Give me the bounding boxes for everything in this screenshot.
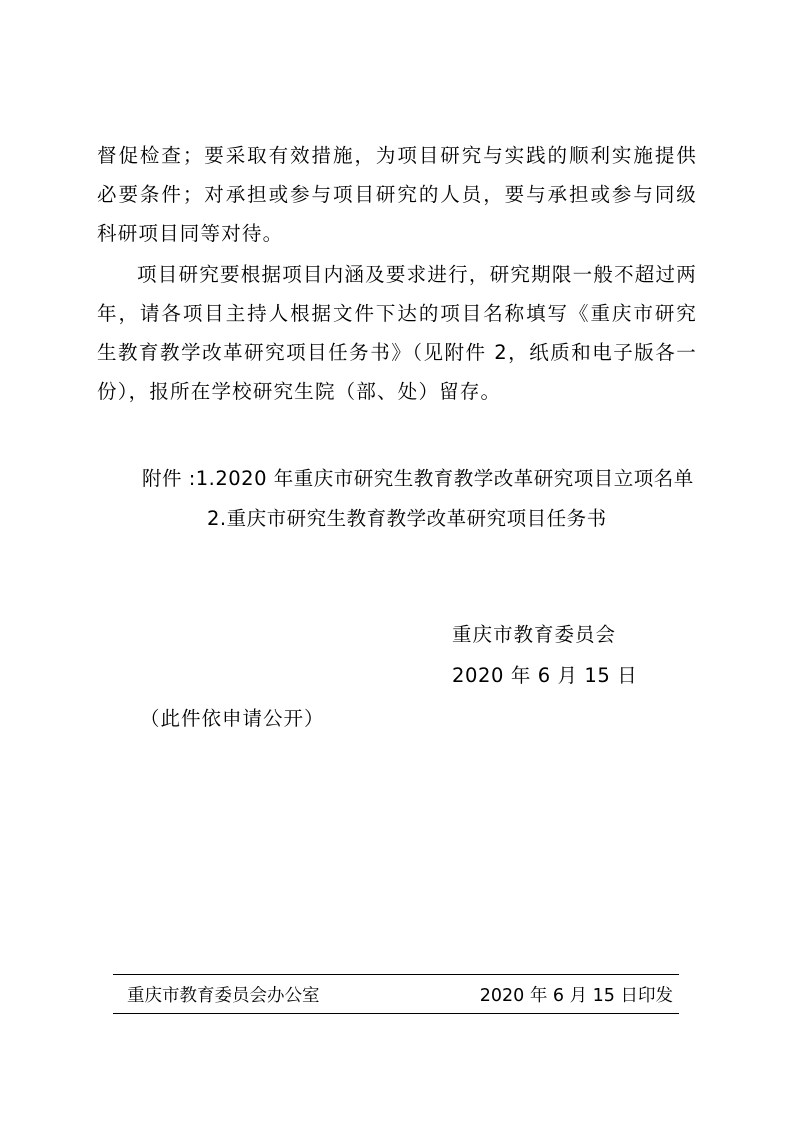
- attachment-line-1: 附件 :1.2020 年重庆市研究生教育教学改革研究项目立项名单: [142, 467, 694, 490]
- body-paragraph-2: 项目研究要根据项目内涵及要求进行，研究期限一般不超过两年，请各项目主持人根据文件下达的项目名称填写《重庆市研究生教育教学改革研究项目任务书》（见附件 2，纸质和电子版各一份），报所在学校研究生院（部、处）留存。: [97, 263, 697, 403]
- footer-issuing-office: 重庆市教育委员会办公室: [127, 986, 320, 1006]
- footer-issue-date: 2020 年 6 月 15 日印发: [479, 986, 673, 1006]
- signature-date: 2020 年 6 月 15 日: [452, 664, 638, 687]
- attachment-line-2: 2.重庆市研究生教育教学改革研究项目任务书: [207, 507, 607, 530]
- signature-organization: 重庆市教育委员会: [452, 623, 617, 646]
- footer-rule-bottom: [113, 1013, 679, 1014]
- disclosure-note: （此件依申请公开）: [140, 707, 325, 730]
- body-paragraph-1: 督促检查；要采取有效措施，为项目研究与实践的顺利实施提供必要条件；对承担或参与项目研究的人员，要与承担或参与同级科研项目同等对待。: [97, 144, 697, 245]
- footer-rule-top: [113, 974, 679, 975]
